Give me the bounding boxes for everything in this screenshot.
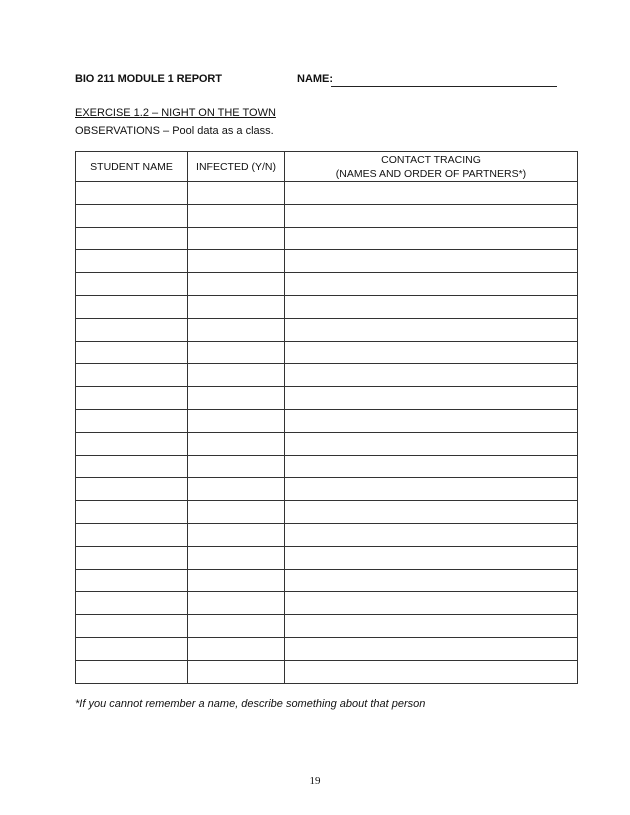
infected-cell[interactable] <box>188 295 285 318</box>
contact-tracing-cell[interactable] <box>285 318 578 341</box>
table-row <box>76 295 578 318</box>
student-name-cell[interactable] <box>76 364 188 387</box>
infected-cell[interactable] <box>188 364 285 387</box>
student-name-cell[interactable] <box>76 409 188 432</box>
infected-cell[interactable] <box>188 250 285 273</box>
infected-cell[interactable] <box>188 615 285 638</box>
student-name-cell[interactable] <box>76 182 188 205</box>
contact-tracing-cell[interactable] <box>285 341 578 364</box>
contact-tracing-cell[interactable] <box>285 295 578 318</box>
infected-cell[interactable] <box>188 523 285 546</box>
contact-tracing-cell[interactable] <box>285 615 578 638</box>
footnote: *If you cannot remember a name, describe something about that person <box>75 698 426 710</box>
page-number: 19 <box>309 775 321 787</box>
student-name-cell[interactable] <box>76 501 188 524</box>
student-name-cell[interactable] <box>76 592 188 615</box>
contact-tracing-cell[interactable] <box>285 273 578 296</box>
student-name-cell[interactable] <box>76 318 188 341</box>
table-row <box>76 364 578 387</box>
observations-table <box>75 151 578 684</box>
infected-cell[interactable] <box>188 478 285 501</box>
column-header-student-name: STUDENT NAME <box>76 152 188 182</box>
student-name-cell[interactable] <box>76 615 188 638</box>
contact-tracing-cell[interactable] <box>285 387 578 410</box>
student-name-cell[interactable] <box>76 432 188 455</box>
table-row <box>76 409 578 432</box>
table-row <box>76 615 578 638</box>
table-row <box>76 250 578 273</box>
infected-cell[interactable] <box>188 501 285 524</box>
infected-cell[interactable] <box>188 637 285 660</box>
name-field-line[interactable] <box>331 86 557 87</box>
student-name-cell[interactable] <box>76 546 188 569</box>
infected-cell[interactable] <box>188 409 285 432</box>
table-row <box>76 455 578 478</box>
student-name-cell[interactable] <box>76 569 188 592</box>
infected-cell[interactable] <box>188 182 285 205</box>
table-row <box>76 660 578 683</box>
infected-cell[interactable] <box>188 204 285 227</box>
infected-cell[interactable] <box>188 455 285 478</box>
infected-cell[interactable] <box>188 569 285 592</box>
student-name-cell[interactable] <box>76 478 188 501</box>
student-name-cell[interactable] <box>76 387 188 410</box>
column-header-contact-tracing <box>285 152 578 182</box>
student-name-cell[interactable] <box>76 455 188 478</box>
contact-tracing-cell[interactable] <box>285 478 578 501</box>
student-name-cell[interactable] <box>76 204 188 227</box>
table-row <box>76 523 578 546</box>
table-row <box>76 204 578 227</box>
table-row <box>76 432 578 455</box>
table-row <box>76 569 578 592</box>
student-name-cell[interactable] <box>76 295 188 318</box>
contact-tracing-cell[interactable] <box>285 409 578 432</box>
infected-cell[interactable] <box>188 273 285 296</box>
infected-cell[interactable] <box>188 546 285 569</box>
contact-tracing-cell[interactable] <box>285 455 578 478</box>
infected-cell[interactable] <box>188 660 285 683</box>
contact-tracing-subtitle: (NAMES AND ORDER OF PARTNERS*) <box>335 167 527 180</box>
table-row <box>76 318 578 341</box>
contact-tracing-title: CONTACT TRACING <box>381 153 481 166</box>
table-body <box>76 182 578 684</box>
student-name-cell[interactable] <box>76 341 188 364</box>
contact-tracing-cell[interactable] <box>285 364 578 387</box>
contact-tracing-cell[interactable] <box>285 432 578 455</box>
contact-tracing-cell[interactable] <box>285 569 578 592</box>
table-row <box>76 637 578 660</box>
column-header-infected: INFECTED (Y/N) <box>188 152 285 182</box>
table-row <box>76 546 578 569</box>
infected-cell[interactable] <box>188 227 285 250</box>
student-name-cell[interactable] <box>76 660 188 683</box>
report-title: BIO 211 MODULE 1 REPORT <box>75 73 222 85</box>
contact-tracing-cell[interactable] <box>285 182 578 205</box>
table-row <box>76 341 578 364</box>
student-name-cell[interactable] <box>76 227 188 250</box>
infected-cell[interactable] <box>188 592 285 615</box>
table-row <box>76 182 578 205</box>
contact-tracing-cell[interactable] <box>285 637 578 660</box>
name-label: NAME: <box>297 73 334 85</box>
student-name-cell[interactable] <box>76 523 188 546</box>
contact-tracing-cell[interactable] <box>285 523 578 546</box>
table-row <box>76 501 578 524</box>
table-row <box>76 478 578 501</box>
infected-cell[interactable] <box>188 387 285 410</box>
contact-tracing-cell[interactable] <box>285 660 578 683</box>
exercise-heading: EXERCISE 1.2 – NIGHT ON THE TOWN <box>75 107 276 119</box>
infected-cell[interactable] <box>188 341 285 364</box>
table-header-row <box>76 152 578 182</box>
table-row <box>76 273 578 296</box>
contact-tracing-cell[interactable] <box>285 546 578 569</box>
contact-tracing-cell[interactable] <box>285 204 578 227</box>
infected-cell[interactable] <box>188 432 285 455</box>
student-name-cell[interactable] <box>76 637 188 660</box>
table-row <box>76 227 578 250</box>
table-row <box>76 592 578 615</box>
contact-tracing-cell[interactable] <box>285 227 578 250</box>
observations-instruction: OBSERVATIONS – Pool data as a class. <box>75 125 274 137</box>
student-name-cell[interactable] <box>76 250 188 273</box>
table-row <box>76 387 578 410</box>
contact-tracing-cell[interactable] <box>285 592 578 615</box>
student-name-cell[interactable] <box>76 273 188 296</box>
contact-tracing-cell[interactable] <box>285 501 578 524</box>
contact-tracing-cell[interactable] <box>285 250 578 273</box>
infected-cell[interactable] <box>188 318 285 341</box>
